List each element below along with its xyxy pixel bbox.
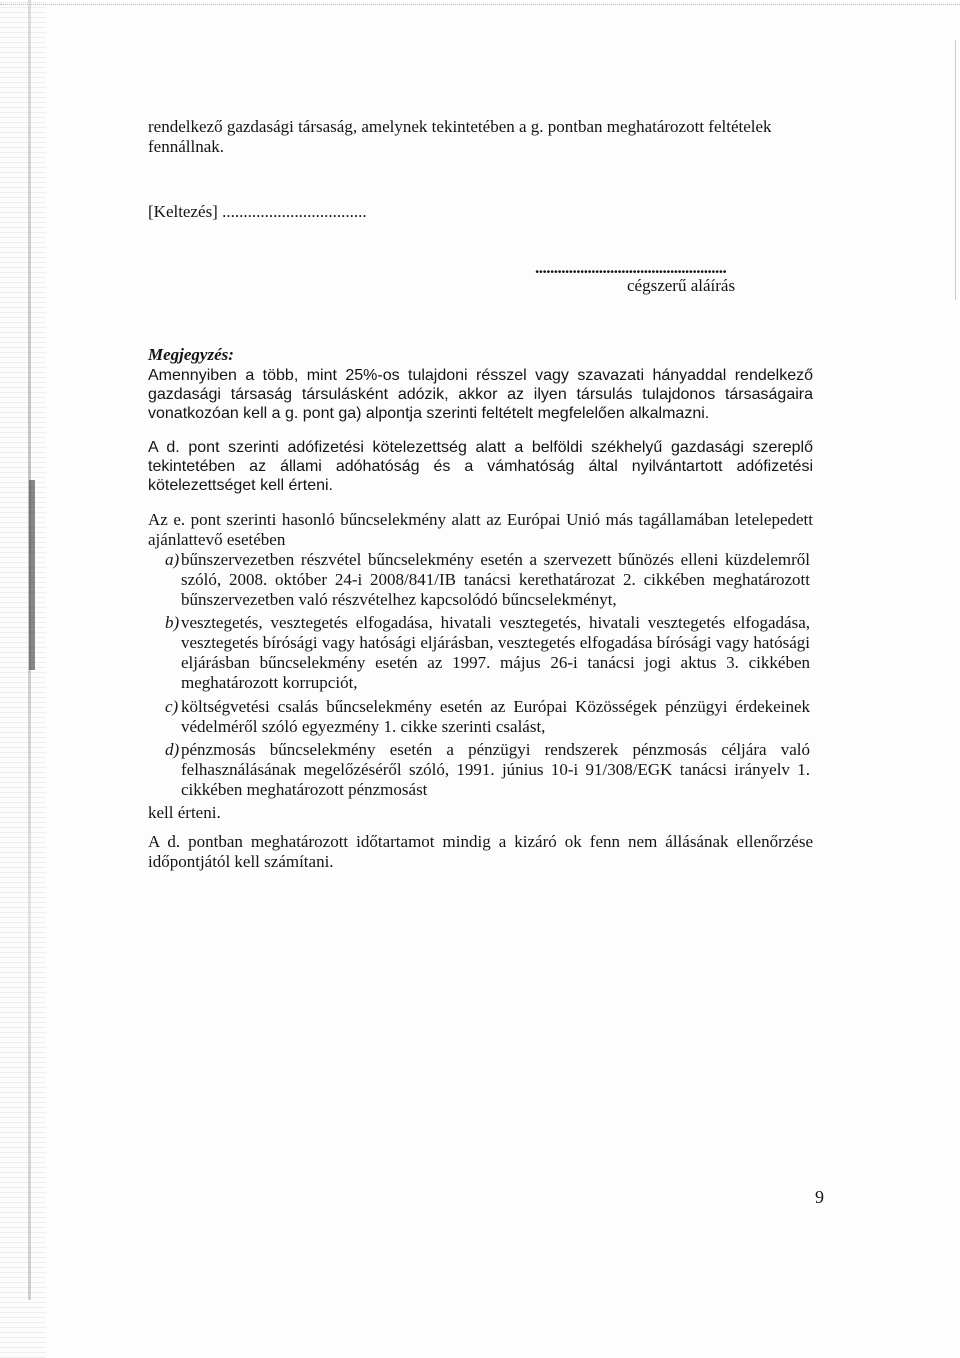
note-paragraph-1: Amennyiben a több, mint 25%-os tulajdoni résszel vagy szavazati hányaddal rendelkező gazdasági társaság társulásként adózik, akkor az ilyen társulás tulajdonos társaságaira vonatkozóan kell a g. pont ga) alpontja szerinti feltételt megfelelően alkalmazni. [148, 367, 813, 422]
date-placeholder: [Keltezés] .................................. [148, 202, 367, 221]
list-marker: a) [165, 550, 180, 569]
list-item-c [165, 697, 810, 737]
intro-line-2: fennállnak. [148, 137, 224, 156]
list-item-text: pénzmosás bűncselekmény esetén a pénzügyi rendszerek pénzmosás céljára való felhasználásának megelőzéséről szóló, 1991. június 10-i 91/308/EGK tanácsi irányelv 1. cikkében meghatározott pénzmosást [181, 740, 810, 799]
list-item-text: vesztegetés, vesztegetés elfogadása, hivatali vesztegetés, hivatali vesztegetés elfogadása, vesztegetés bírósági vagy hatósági eljárásban, vesztegetés elfogadása bírósági vagy hatósági eljárásban bűncselekmény esetén az 1997. május 26-i tanácsi jogi aktus 3. cikkében meghatározott korrupciót, [181, 613, 810, 692]
scan-artifact-left-edge [0, 0, 46, 1358]
note-title: Megjegyzés: [148, 345, 234, 364]
list-item-d [165, 740, 810, 800]
list-item-a [165, 550, 810, 610]
list-closing: kell érteni. [148, 803, 221, 822]
list-item-text: költségvetési csalás bűncselekmény esetén az Európai Közösségek pénzügyi érdekeinek védelméről szóló egyezmény 1. cikke szerinti csalást, [181, 697, 810, 736]
scan-artifact-right-edge [955, 40, 960, 300]
scan-artifact-top [0, 0, 960, 5]
page-number: 9 [815, 1187, 824, 1207]
scan-artifact-left-shadow [29, 480, 35, 670]
note-paragraph-4: A d. pontban meghatározott időtartamot mindig a kizáró ok fenn nem állásának ellenőrzése időpontjától kell számítani. [148, 832, 813, 871]
signature-label: cégszerű aláírás [627, 276, 736, 295]
note-paragraph-3: Az e. pont szerinti hasonló bűncselekmény alatt az Európai Unió más tagállamában letelepedett ajánlattevő esetében [148, 510, 813, 549]
signature-line: ................................................... [535, 258, 727, 277]
list-marker: d) [165, 740, 180, 759]
intro-line-1: rendelkező gazdasági társaság, amelynek tekintetében a g. pontban meghatározott feltételek [148, 117, 772, 136]
list-item-b [165, 613, 810, 693]
list-marker: c) [165, 697, 179, 716]
list-marker: b) [165, 613, 180, 632]
list-item-text: bűnszervezetben részvétel bűncselekmény esetén a szervezett bűnözés elleni küzdelemről szóló, 2008. október 24-i 2008/841/IB tanácsi kerethatározat 2. cikkében meghatározott bűnszervezetben való részvételhez kapcsolódó bűncselekményt, [181, 550, 810, 609]
note-paragraph-2: A d. pont szerinti adófizetési kötelezettség alatt a belföldi székhelyű gazdasági szereplő tekintetében az állami adóhatóság és a vámhatóság által nyilvántartott adófizetési kötelezettséget kell érteni. [148, 439, 813, 494]
